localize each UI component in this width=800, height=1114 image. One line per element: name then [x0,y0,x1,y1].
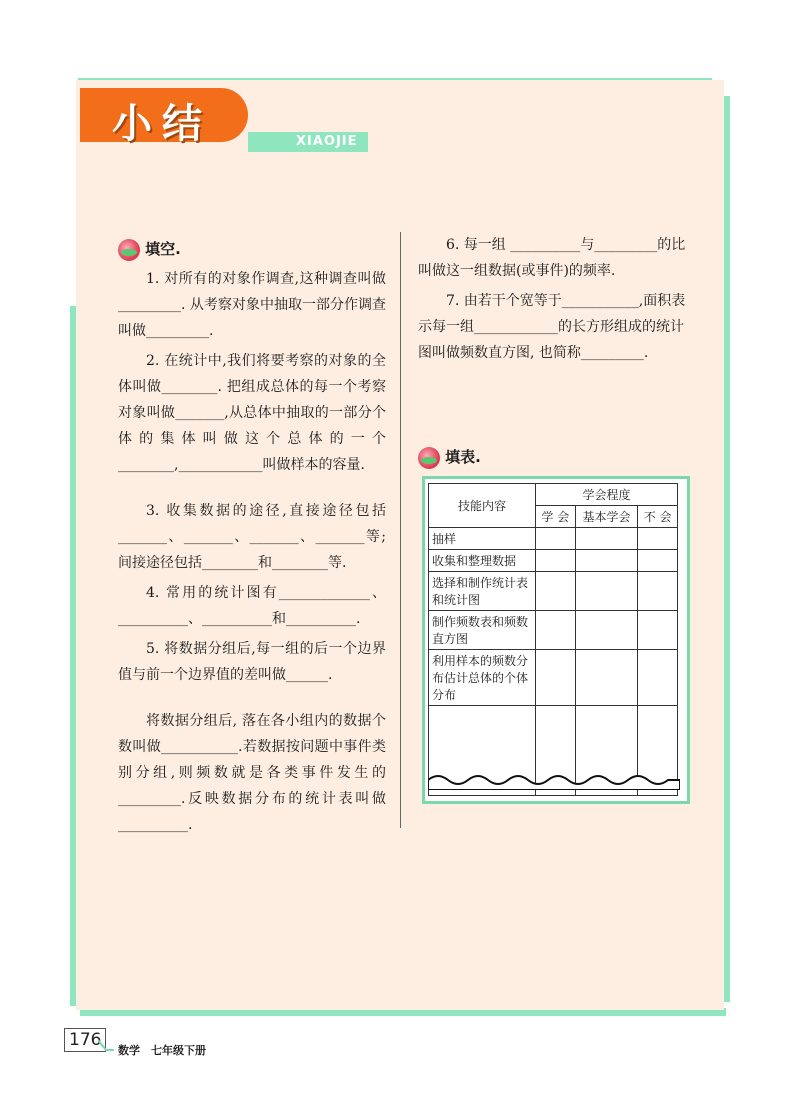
question-5a: 5. 将数据分组后,每一组的后一个边界值与前一个边界值的差叫做______. [118,641,386,683]
section-badge-icon [118,239,140,261]
answer-cell[interactable] [575,550,638,572]
page-subtitle: XIAOJIE [296,134,358,149]
answer-cell[interactable] [638,550,678,572]
answer-cell[interactable] [575,572,638,611]
answer-cell[interactable] [536,650,576,706]
answer-cell[interactable] [638,572,678,611]
table-row: 收集和整理数据 [429,550,678,572]
question-1: 1. 对所有的对象作调查,这种调查叫做_________. 从考察对象中抽取一部分作调查叫做_________. [118,271,386,339]
answer-cell[interactable] [536,528,576,550]
skills-table [428,483,678,796]
answer-cell[interactable] [638,528,678,550]
question-6: 6. 每一组 __________与_________的比叫做这一组数据(或事件)的频率. [418,237,686,279]
answer-cell[interactable] [575,528,638,550]
question-2: 2. 在统计中,我们将要考察的对象的全体叫做________. 把组成总体的每一个考察对象叫做_______,从总体中抽取的一部分个体的集体叫做这个总体的一个________,____________叫做样本的容量. [118,353,386,473]
answer-cell[interactable] [575,650,638,706]
col-group-header: 学会程度 [536,484,678,506]
sub-col-header: 基本学会 [575,506,638,528]
sub-col-header: 不 会 [638,506,678,528]
fill-blank-heading: 填空. [118,238,181,261]
page-title: 小结 [112,101,212,147]
answer-cell[interactable] [536,550,576,572]
answer-cell[interactable] [536,611,576,650]
col-skill-header: 技能内容 [429,484,536,528]
question-7: 7. 由若干个宽等于___________,面积表示每一组____________的长方形组成的统计图叫做频数直方图, 也简称_________. [418,293,686,361]
section-badge-icon [418,447,440,469]
book-title: 数学 七年级下册 [118,1044,206,1057]
sub-col-header: 学 会 [536,506,576,528]
fill-table-heading: 填表. [418,446,481,469]
table-row: 选择和制作统计表和统计图 [429,572,678,611]
table-row: 利用样本的频数分布估计总体的个体分布 [429,650,678,706]
table-row: 制作频数表和频数直方图 [429,611,678,650]
answer-cell[interactable] [536,572,576,611]
column-divider [400,232,401,828]
answer-cell[interactable] [575,611,638,650]
page-corner-icon [98,1040,114,1052]
question-5b: 将数据分组后, 落在各小组内的数据个数叫做___________.若数据按问题中事件类别分组,则频数就是各类事件发生的_________.反映数据分布的统计表叫做__________. [118,713,386,833]
answer-cell[interactable] [638,611,678,650]
torn-edge [428,770,680,790]
page-number: 176 [64,1028,106,1052]
question-4: 4. 常用的统计图有_____________、__________、__________和__________. [118,585,386,627]
answer-cell[interactable] [638,650,678,706]
question-3: 3. 收集数据的途径,直接途径包括_______、_______、_______、_______等;间接途径包括________和________等. [118,503,386,571]
table-row: 抽样 [429,528,678,550]
